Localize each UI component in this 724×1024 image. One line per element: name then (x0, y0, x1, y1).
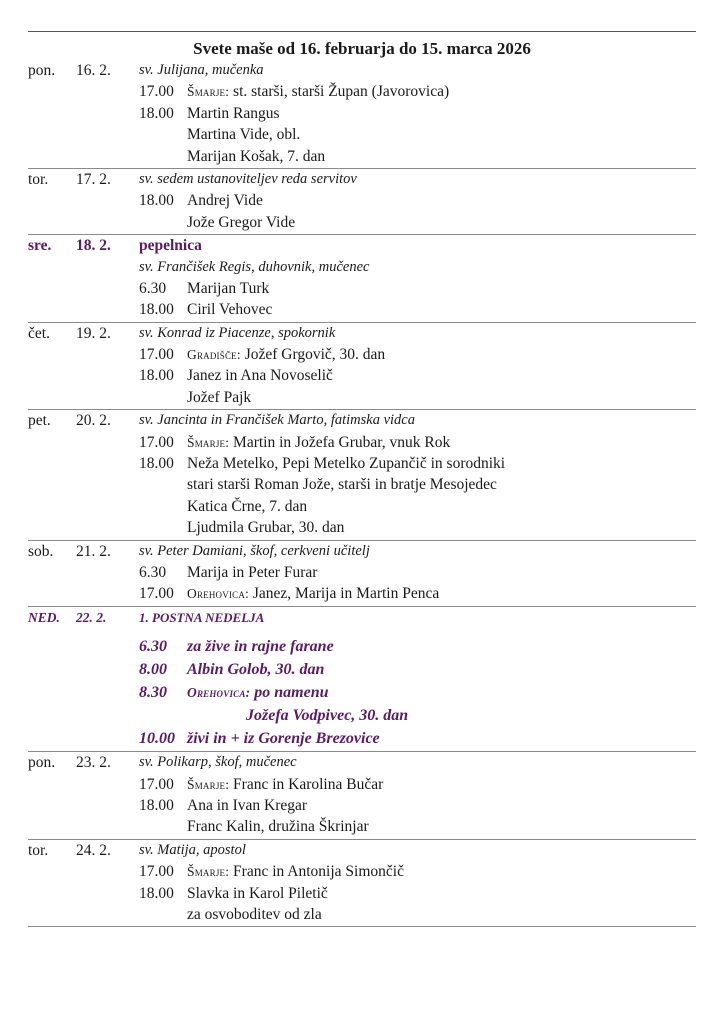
mass-line (28, 81, 696, 102)
mass-line (28, 635, 696, 658)
mass-intention (187, 387, 251, 408)
mass-line (28, 344, 696, 365)
feast-name: pepelnica (139, 237, 202, 255)
mass-intention (187, 432, 450, 453)
mass-time: 17.00 (139, 83, 174, 101)
mass-time: 6.30 (139, 563, 167, 581)
saint-name: sv. Konrad iz Piacenze, spokornik (139, 324, 336, 341)
mass-line (28, 883, 696, 904)
day-date: 19. 2. (76, 324, 111, 342)
saint-name: 1. POSTNA NEDELJA (139, 609, 265, 625)
mass-line (28, 861, 696, 882)
mass-line (28, 774, 696, 795)
intention-text: Ciril Vehovec (187, 301, 273, 319)
saint-name: sv. Matija, apostol (139, 841, 246, 858)
day-header (28, 410, 696, 431)
mass-intention (187, 658, 324, 681)
mass-intention (187, 344, 385, 365)
intention-text: Franc Kalin, družina Škrinjar (187, 818, 369, 836)
mass-intention (187, 816, 369, 837)
mass-place: Orehovica: (187, 586, 249, 602)
intention-text: Slavka in Karol Piletič (187, 884, 328, 902)
mass-intention (187, 190, 263, 211)
intention-text: Andrej Vide (187, 192, 263, 210)
schedule-sheet (28, 31, 696, 927)
intention-text: Franc in Antonija Simončič (233, 863, 404, 881)
mass-line (28, 816, 696, 837)
mass-time: 6.30 (139, 279, 167, 297)
day-entry (28, 541, 696, 607)
intention-text: Albin Golob, 30. dan (187, 661, 325, 679)
mass-place: Šmarje: (187, 434, 230, 450)
mass-intention (187, 861, 404, 882)
intention-text: Franc in Karolina Bučar (233, 775, 384, 793)
mass-line (28, 212, 696, 233)
day-entry (28, 840, 696, 928)
mass-intention (187, 583, 439, 604)
day-name: sob. (28, 542, 54, 560)
mass-line (28, 474, 696, 495)
mass-intention (187, 496, 307, 517)
mass-line (28, 727, 696, 750)
mass-line (28, 278, 696, 299)
day-name: pon. (28, 62, 56, 79)
saint-name: sv. Jancinta in Frančišek Marto, fatimska vidca (139, 412, 415, 429)
intention-text: Marijan Turk (187, 279, 270, 297)
intention-text: Marija in Peter Furar (187, 563, 318, 581)
days-list (28, 60, 696, 927)
day-header (28, 840, 696, 861)
intention-text: Jožef Pajk (187, 388, 252, 406)
page-title: Svete maše od 16. februarja do 15. marca 2026 (28, 31, 696, 60)
mass-intention (187, 883, 328, 904)
mass-line (28, 299, 696, 320)
mass-intention (187, 562, 317, 583)
mass-intention (187, 365, 333, 386)
mass-time: 18.00 (139, 455, 174, 473)
day-header (28, 541, 696, 562)
mass-time: 8.00 (139, 661, 167, 679)
day-date: 22. 2. (76, 609, 107, 625)
day-date: 21. 2. (76, 542, 111, 560)
saint-name: sv. Peter Damiani, škof, cerkveni učitelj (139, 542, 370, 559)
day-header (28, 60, 696, 81)
day-header (28, 169, 696, 190)
mass-time: 17.00 (139, 585, 174, 603)
mass-time: 18.00 (139, 192, 174, 210)
day-name: pet. (28, 412, 51, 430)
intention-text: Martin Rangus (187, 104, 280, 122)
mass-line (28, 365, 696, 386)
mass-line (28, 190, 696, 211)
intention-text: Janez in Ana Novoselič (187, 367, 333, 385)
intention-text: Ana in Ivan Kregar (187, 796, 308, 814)
mass-intention (187, 727, 380, 750)
intention-text: Janez, Marija in Martin Penca (252, 585, 440, 603)
day-entry (28, 235, 696, 323)
day-entry (28, 410, 696, 540)
saint-name: sv. sedem ustanoviteljev reda servitov (139, 170, 357, 187)
mass-time: 17.00 (139, 775, 174, 793)
mass-intention (187, 795, 307, 816)
mass-line (28, 103, 696, 124)
mass-line (28, 124, 696, 145)
intention-text: Martin in Jožefa Grubar, vnuk Rok (233, 433, 451, 451)
mass-intention (187, 774, 383, 795)
day-entry (28, 169, 696, 235)
intention-text: po namenu (254, 684, 329, 702)
mass-line (28, 387, 696, 408)
day-name: tor. (28, 170, 49, 188)
mass-intention (187, 681, 329, 704)
mass-intention (187, 517, 344, 538)
intention-text: Katica Črne, 7. dan (187, 497, 308, 515)
saint-name: sv. Julijana, mučenka (139, 62, 264, 78)
day-date: 24. 2. (76, 841, 111, 859)
mass-time: 8.30 (139, 684, 167, 702)
mass-line (28, 432, 696, 453)
saint-name: sv. Polikarp, škof, mučenec (139, 754, 297, 771)
spacer (28, 628, 696, 635)
mass-line (28, 583, 696, 604)
day-entry (28, 323, 696, 411)
day-entry (28, 607, 696, 752)
mass-place: Gradišče: (187, 347, 241, 363)
day-name: tor. (28, 841, 49, 859)
intention-text: Neža Metelko, Pepi Metelko Zupančič in sorodniki (187, 455, 506, 473)
day-name: NED. (28, 609, 60, 625)
mass-line (28, 453, 696, 474)
mass-intention (187, 81, 449, 102)
day-date: 17. 2. (76, 170, 111, 188)
mass-line (28, 795, 696, 816)
day-name: sre. (28, 237, 52, 255)
day-header (28, 323, 696, 344)
day-date: 23. 2. (76, 754, 111, 772)
mass-intention (187, 453, 505, 474)
mass-intention (187, 146, 325, 167)
intention-text: Ljudmila Grubar, 30. dan (187, 519, 345, 537)
mass-time: 17.00 (139, 433, 174, 451)
mass-place: Šmarje: (187, 864, 230, 880)
mass-line (28, 562, 696, 583)
mass-intention (246, 704, 408, 727)
intention-text: Jožefa Vodpivec, 30. dan (246, 707, 409, 725)
mass-time: 6.30 (139, 638, 167, 656)
mass-line (28, 517, 696, 538)
mass-intention (187, 103, 280, 124)
day-date: 20. 2. (76, 412, 111, 430)
mass-intention (187, 299, 272, 320)
mass-time: 18.00 (139, 367, 174, 385)
day-name: pon. (28, 754, 56, 772)
intention-text: stari starši Roman Jože, starši in bratje Mesojedec (187, 476, 497, 494)
day-entry (28, 752, 696, 840)
mass-line (28, 904, 696, 925)
saint-name: sv. Frančišek Regis, duhovnik, mučenec (139, 258, 370, 275)
mass-line (28, 704, 696, 727)
mass-line (28, 146, 696, 167)
intention-text: Martina Vide, obl. (187, 126, 301, 144)
mass-intention (187, 124, 300, 145)
day-date: 18. 2. (76, 237, 111, 255)
saint-line (28, 257, 696, 278)
mass-time: 18.00 (139, 796, 174, 814)
intention-text: st. starši, starši Župan (Javorovica) (233, 83, 450, 101)
mass-intention (187, 635, 334, 658)
intention-text: za osvoboditev od zla (187, 905, 322, 923)
intention-text: živi in + iz Gorenje Brezovice (187, 730, 380, 748)
day-header (28, 607, 696, 628)
mass-intention (187, 278, 269, 299)
mass-place: Orehovica: (187, 685, 251, 701)
mass-line (28, 496, 696, 517)
day-header (28, 752, 696, 773)
mass-intention (187, 212, 295, 233)
mass-line (28, 658, 696, 681)
mass-time: 10.00 (139, 730, 175, 748)
mass-place: Šmarje: (187, 84, 230, 100)
day-header (28, 235, 696, 256)
intention-text: Marijan Košak, 7. dan (187, 147, 326, 165)
day-date: 16. 2. (76, 62, 111, 79)
mass-intention (187, 904, 322, 925)
day-name: čet. (28, 324, 50, 342)
mass-time: 17.00 (139, 346, 174, 364)
mass-time: 18.00 (139, 104, 174, 122)
mass-intention (187, 474, 497, 495)
day-entry (28, 60, 696, 169)
mass-time: 18.00 (139, 301, 174, 319)
mass-time: 17.00 (139, 863, 174, 881)
intention-text: za žive in rajne farane (187, 638, 334, 656)
mass-line (28, 681, 696, 704)
mass-time: 18.00 (139, 884, 174, 902)
intention-text: Jožef Grgovič, 30. dan (244, 346, 386, 364)
mass-place: Šmarje: (187, 776, 230, 792)
intention-text: Jože Gregor Vide (187, 213, 296, 231)
